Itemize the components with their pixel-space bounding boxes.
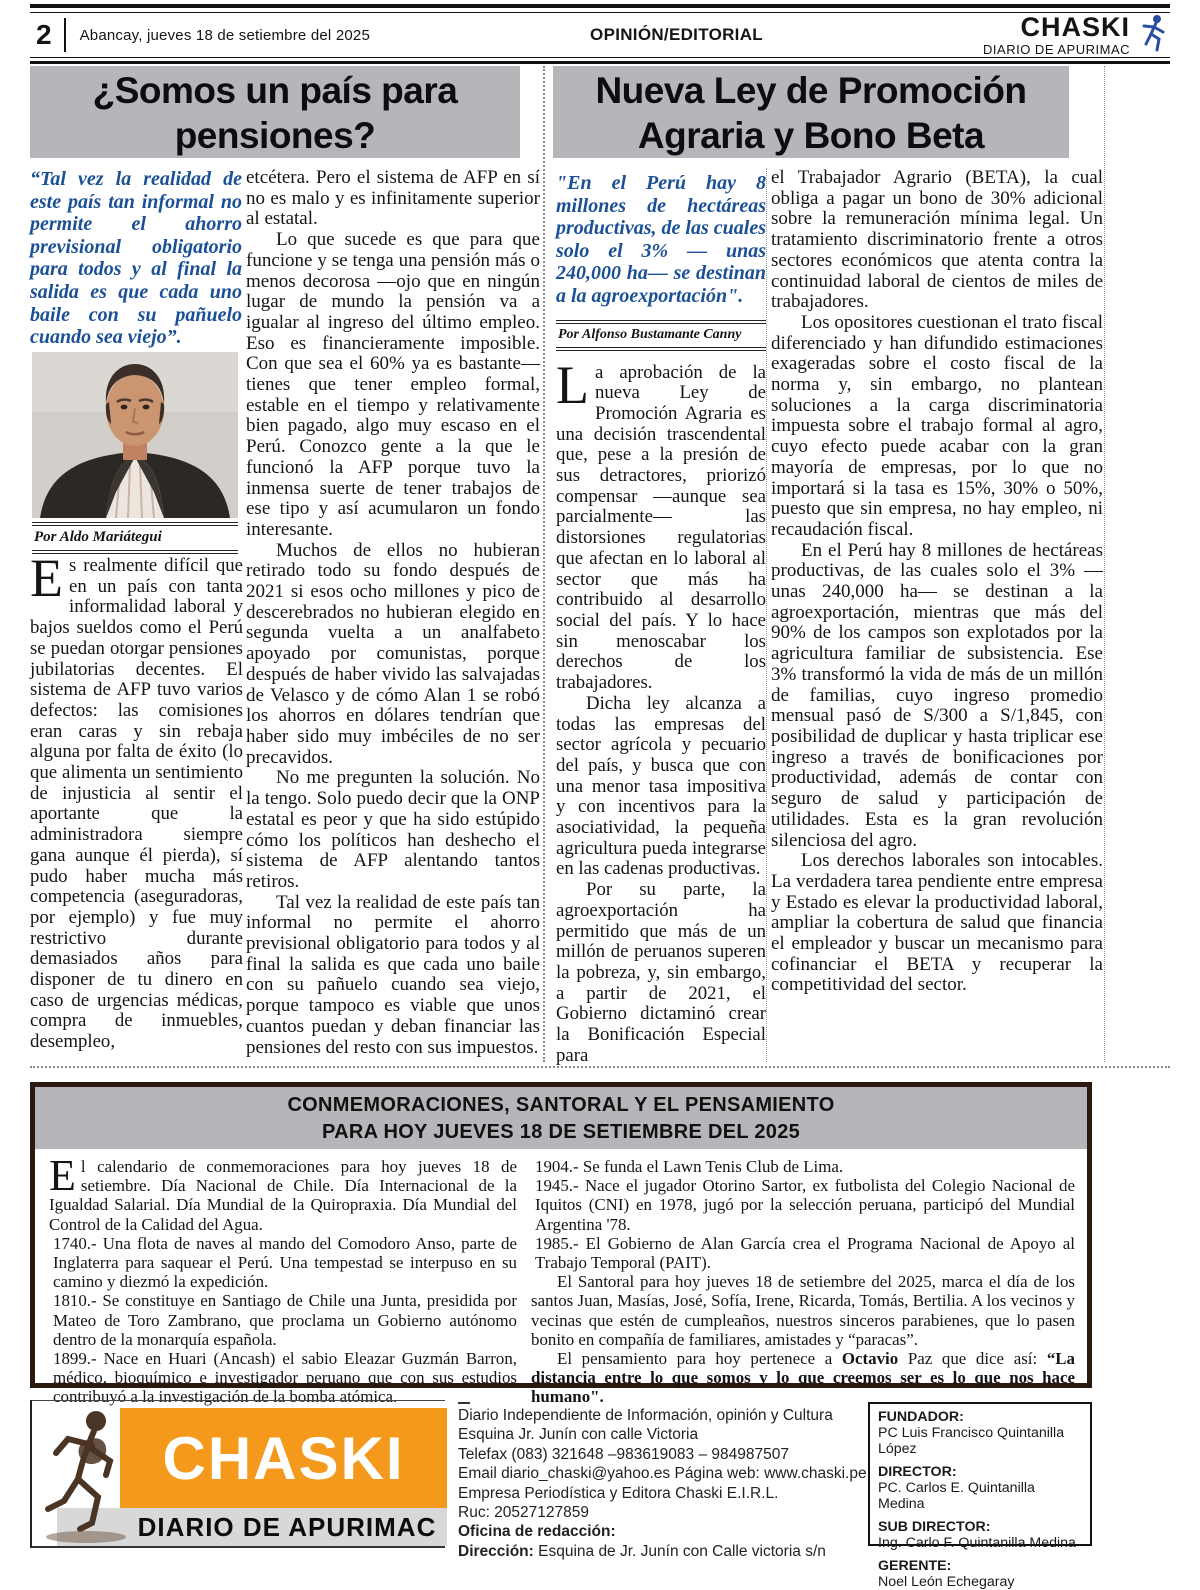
right-article-pull-quote: "En el Perú hay 8 millones de hectáreas productivas, de las cuales solo el 3% — unas 240,000 ha— se destinan a la agroexportación".: [556, 172, 766, 307]
footer-info-line: Empresa Periodística y Editora Chaski E.I.R.L.: [458, 1484, 779, 1502]
footer-office-label: Oficina de redacción:: [458, 1523, 616, 1541]
article-paragraph: Los derechos laborales son intocables. La verdadera tarea pendiente entre empresa y Estado es elevar la productividad laboral, ampliar la cobertura de salud que financia el empleador y buscar un mecanismo para cofinanciar el BETA y recuperar la competitividad del sector.: [771, 850, 1103, 996]
commemorations-header: [35, 1087, 1087, 1149]
left-article-column-2: [246, 168, 540, 1058]
left-article-column-1: [30, 548, 243, 1053]
section-divider: [30, 1066, 1170, 1068]
article-paragraph: Dicha ley alcanza a todas las empresas del sector agrícola y pecuario del país, y busca que con una menor tasa impositiva y con incentivos para la asociatividad, la pequeña agricultura pueda integrarse en las cadenas productivas.: [556, 692, 766, 880]
footer-logo-block: [30, 1400, 445, 1548]
commemorations-title-line2: PARA HOY JUEVES 18 DE SETIEMBRE DEL 2025: [321, 1121, 801, 1143]
article-paragraph: Por su parte, la agroexportación ha permitido que más de un millón de peruanos superen la pobreza, y, sin embargo, a partir de 2021, el Gobierno dictaminó crear la Bonificación Especial para: [556, 879, 766, 1066]
page-number: 2: [36, 19, 52, 50]
article-paragraph: No me pregunten la solución. No la tengo. Solo puedo decir que la ONP estatal es peor y que ha sido estúpido cómo los políticos han deshecho el sistema de AFP alentando tantos retiros.: [246, 767, 540, 892]
article-paragraph: En el Perú hay 8 millones de hectáreas productivas, de las cuales solo el 3% —unas 240,000 ha— se destinan a la agroexportación, mientras que más del 90% de los campos son explotados por la agricultura familiar de subsistencia. Ese 3% transformó la vida de más de un millón de familias, cuyo ingreso promedio mensual pasó de S/300 a S/1,845, con posibilidad de duplicar y hasta triplicar ese ingreso a través de bonificaciones por productividad, además de contar con seguro de salud y participación de utilidades. Esta es la gran revolución silenciosa del agro.: [771, 539, 1103, 851]
commemorations-left-column: [49, 1151, 517, 1407]
footer-info-line: Email diario_chaski@yahoo.es Página web: www.chaski.pe: [458, 1465, 867, 1483]
article-paragraph: Es realmente difícil que en un país con tanta informalidad laboral y bajos sueldos como el Perú se puedan otorgar pensiones jubilatorias decentes. El sistema de AFP tuvo varios defectos: las comisiones eran caras y sin rebaja alguna por falta de éxito (lo que alimenta un sentimiento de injusticia al sentir el aportante que la administradora siempre gana aunque él pierda), sí pudo haber mucha más competencia (aseguradoras, por ejemplo) y fue muy restrictivo durante demasiados años para disponer de tu dinero en caso de urgencias médicas, compra de inmuebles, desempleo,: [30, 548, 243, 1053]
byline-rule: [556, 347, 766, 351]
section-title: OPINIÓN/EDITORIAL: [590, 25, 763, 44]
drop-cap: E: [49, 1151, 76, 1200]
right-article-title: Nueva Ley de Promoción Agraria y Bono Beta: [553, 66, 1069, 158]
article-paragraph: Los opositores cuestionan el trato fiscal diferenciado y han difundido estimaciones exageradas sobre el costo fiscal de la norma y, sin embargo, no plantean soluciones a la carga discriminatoria impuesta sobre el trabajo formal al agro, cuyo efecto puede acabar con la gran mayoría de empresas, por lo que no importará si la tasa es 15%, 30% o 50%, puesto que sin empresa, no hay empleo, ni recaudación fiscal.: [771, 311, 1103, 540]
footer-address-line: Dirección: Esquina de Jr. Junín con Calle victoria s/n: [458, 1542, 826, 1560]
author-photo: [32, 352, 238, 518]
right-article-byline-block: [556, 320, 766, 351]
masthead-name: CHASKI: [1020, 12, 1130, 42]
footer-tick: [458, 1402, 470, 1404]
right-article-byline: Por Alfonso Bustamante Canny: [558, 326, 742, 342]
runner-illustration: [34, 1405, 152, 1547]
right-article-column-1-body: [556, 354, 766, 1067]
drop-cap: E: [30, 548, 63, 608]
footer-info-line: Diario Independiente de Información, opinión y Cultura: [458, 1407, 833, 1424]
header-top-rule: [30, 4, 1170, 8]
column-divider: [766, 168, 767, 1062]
page-header: [30, 4, 1170, 64]
page-footer: [30, 1400, 1092, 1590]
commemoration-paragraph: El calendario de conmemoraciones para hoy jueves 18 de setiembre. Día Nacional de Chile. Día Internacional de la Igualdad Salarial. Día Mundial de la Quiropraxia. Día Mundial del Control de la Calidad del Agua.: [49, 1151, 517, 1234]
footer-info-line: Telefax (083) 321648 –983619083 – 984987507: [458, 1445, 789, 1463]
footer-logo-text: CHASKI: [162, 1424, 405, 1492]
footer-info-line: Esquina Jr. Junín con calle Victoria: [458, 1426, 699, 1444]
commemoration-entry: 1899.- Nace en Huari (Ancash) el sabio Eleazar Guzmán Barron, médico, bioquímico e investigador peruano que con sus estudios contribuyó a la investigación de la bomba atómica.: [53, 1349, 517, 1407]
footer-logo-box: [120, 1408, 447, 1508]
left-article-byline: Por Aldo Mariátegui: [34, 529, 162, 545]
drop-cap: L: [556, 354, 589, 415]
staff-entry: FUNDADOR: PC Luis Francisco Quintanilla López: [878, 1409, 1065, 1457]
footer-staff-box: [868, 1402, 1092, 1590]
page-right-divider: [1104, 66, 1105, 1062]
commemorations-title-line1: CONMEMORACIONES, SANTORAL Y EL PENSAMIENTO: [287, 1094, 835, 1116]
footer-logo-subtitle: DIARIO DE APURIMAC: [137, 1511, 437, 1542]
commemoration-entry: 1945.- Nace el jugador Otorino Sartor, ex futbolista del Colegio Nacional de Iquitos (CNI) en 1978, jugó por la selección peruana, participó del Mundial Argentina '78.: [535, 1176, 1075, 1234]
header-divider: [64, 18, 66, 52]
pensamiento-paragraph: El pensamiento para hoy pertenece a Octavio Paz que dice así: “La distancia entre lo que somos y lo que creemos ser es lo que nos hace humano".: [531, 1349, 1075, 1407]
left-article-title: ¿Somos un país para pensiones?: [30, 66, 520, 158]
staff-entry: GERENTE: Noel León Echegaray: [878, 1558, 1015, 1590]
left-article-pull-quote: “Tal vez la realidad de este país tan informal no permite el ahorro previsional obligatorio para todos y al final la salida es que cada uno baile con su pañuelo cuando sea viejo”.: [30, 168, 242, 349]
article-paragraph: el Trabajador Agrario (BETA), la cual obliga a pagar un bono de 30% adicional sobre la remuneración mínima legal. Un tratamiento discriminatorio frente a otros sectores económicos que atenta contra la continuidad laboral de cientos de miles de trabajadores.: [771, 167, 1103, 313]
article-paragraph: Muchos de ellos no hubieran retirado todo su fondo después de 2021 si esos ocho millones y pico de descerebrados no hubieran elegido en segunda vuelta a un analfabeto apoyado por comunistas, porque después de haber vivido las salvajadas de Velasco y de cómo Alan 1 se robó los ahorros en dólares tendrían que haber sido muy imbéciles de no ser precavidos.: [246, 539, 540, 768]
footer-info-line: Ruc: 20527127859: [458, 1504, 590, 1522]
commemorations-box: [30, 1082, 1092, 1407]
right-article-column-2: [771, 168, 1103, 996]
article-paragraph: La aprobación de la nueva Ley de Promoción Agraria es una decisión trascendental que, pese a la presión de sus detractores, priorizó compensar —aunque sea parcialmente— las distorsiones regulatorias que afectan en lo laboral al sector que más ha contribuido al desarrollo social del país. Y lo hace sin menoscabar los derechos de los trabajadores.: [556, 354, 766, 694]
masthead: [983, 14, 1130, 56]
article-paragraph: Lo que sucede es que para que funcione y se tenga una pensión más o menos decorosa —ojo que en ningún lugar de mundo la pensión va a igualar al ingreso del último empleo. Eso es financieramente imposible. Con que sea el 60% ya es bastante—tienes que tener empleo formal, estable en el tiempo y relativamente bien pagado, algo muy escaso en el Perú. Conozco gente a la que le funcionó la AFP porque tuvo la inmensa suerte de tener trabajos de ese tipo y así acumularon un fondo interesante.: [246, 229, 540, 540]
right-article-column-1: [556, 172, 766, 1066]
chaski-runner-icon: [1136, 12, 1170, 59]
staff-entry: DIRECTOR: PC. Carlos E. Quintanilla Medina: [878, 1464, 1035, 1512]
commemoration-entry: 1985.- El Gobierno de Alan García crea el Programa Nacional de Apoyo al Trabajo Temporal (PAIT).: [535, 1233, 1075, 1273]
commemoration-entry: 1740.- Una flota de naves al mando del Comodoro Anso, parte de Inglaterra para saquear el Perú. Una tempestad se interpuso en su camino y diezmó la expedición.: [53, 1233, 517, 1292]
commemorations-right-column: [531, 1157, 1075, 1407]
article-paragraph: etcétera. Pero el sistema de AFP en sí no es malo y es infinitamente superior al estatal.: [246, 167, 540, 230]
article-divider: [543, 66, 545, 1062]
staff-entry: SUB DIRECTOR: Ing. Carlo F. Quintanilla Medina: [878, 1519, 1076, 1551]
footer-contact-info: [458, 1402, 890, 1560]
commemoration-entry: 1904.- Se funda el Lawn Tenis Club de Lima.: [535, 1157, 844, 1176]
commemoration-entry: 1810.- Se constituye en Santiago de Chile una Junta, presidida por Mateo de Toro Zambrano, que proclama un Gobierno autónomo dentro de la monarquía española.: [53, 1291, 517, 1349]
masthead-subtitle: DIARIO DE APURIMAC: [983, 42, 1130, 57]
header-bottom-rule: [30, 61, 1170, 64]
santoral-paragraph: El Santoral para hoy jueves 18 de setiembre del 2025, marca el día de los santos Juan, Masías, José, Sofía, Irene, Ricarda, Tomás, Bertilia. A los vecinos y vecinas que estén de cumpleaños, nuestros sinceros parabienes, que lo pasen bonito en compañía de familiares, amistades y “paracas”.: [531, 1272, 1075, 1349]
edition-date: Abancay, jueves 18 de setiembre del 2025: [79, 26, 370, 44]
article-paragraph: Tal vez la realidad de este país tan informal no permite el ahorro previsional obligatorio para todos y al final la salida es que cada uno baile con su pañuelo cuando sea viejo, porque tampoco es viable que unos cuantos puedan y deban financiar las pensiones del resto con sus impuestos.: [246, 891, 540, 1058]
